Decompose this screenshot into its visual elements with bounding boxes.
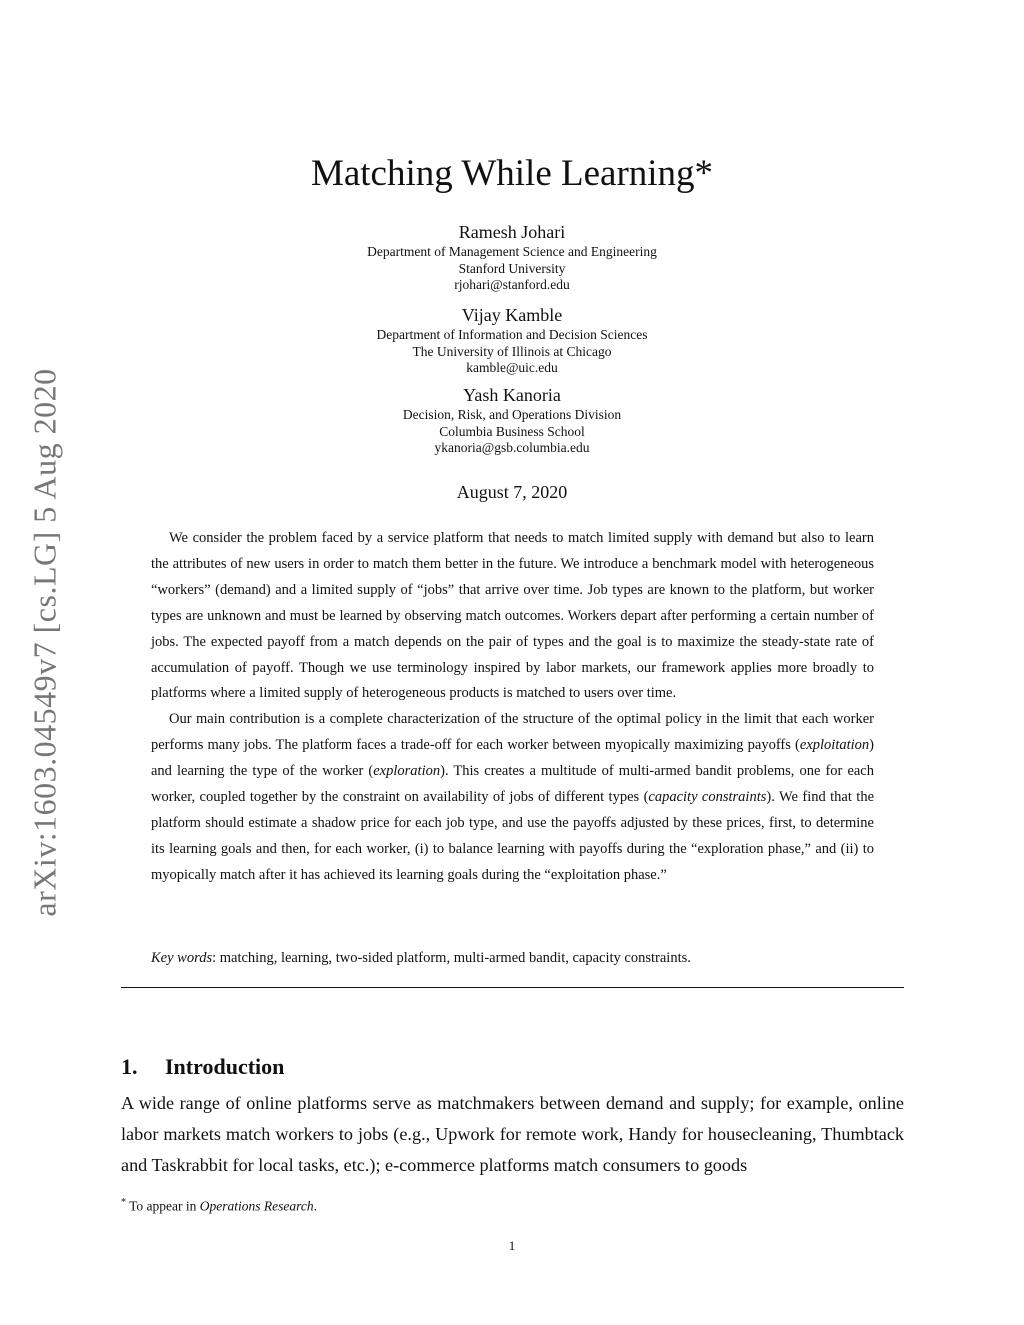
author-organization: Columbia Business School bbox=[439, 423, 585, 439]
abstract-paragraph: We consider the problem faced by a service platform that needs to match limited supply with demand but also to learn the attributes of new users in order to match them better in the future. We introduce a benchmark model with heterogeneous “workers” (demand) and a limited supply of “jobs” that arrive over time. Job types are known to the platform, but worker types are unknown and must be learned by observing match outcomes. Workers depart after performing a certain number of jobs. The expected payoff from a match depends on the pair of types and the goal is to maximize the steady-state rate of accumulation of payoff. Though we use terminology inspired by labor markets, our framework applies more broadly to platforms where a limited supply of heterogeneous products is matched to users over time. bbox=[151, 530, 874, 702]
abstract bbox=[151, 526, 874, 889]
author-email: rjohari@stanford.edu bbox=[454, 277, 570, 292]
author-name: Vijay Kamble bbox=[461, 305, 563, 325]
author-email: ykanoria@gsb.columbia.edu bbox=[434, 440, 590, 455]
keywords-label: Key words bbox=[151, 950, 213, 966]
footnote-mark: * bbox=[121, 1197, 126, 1208]
publication-date: August 7, 2020 bbox=[456, 482, 568, 502]
emphasis: exploration bbox=[373, 763, 441, 780]
author-department: Department of Information and Decision Sciences bbox=[376, 327, 648, 342]
author-name: Yash Kanoria bbox=[463, 385, 561, 405]
author-block bbox=[0, 220, 1024, 294]
emphasis: capacity constraints bbox=[648, 789, 767, 806]
arxiv-stamp-text: arXiv:1603.04549v7 [cs.LG] 5 Aug 2020 bbox=[26, 367, 63, 917]
intro-paragraph: A wide range of online platforms serve as matchmakers between demand and supply; for example, online labor markets match workers to jobs (e.g., Upwork for remote work, Handy for housecleaning, Thumbtack and Taskrabbit for local tasks, etc.); e-commerce platforms match consumers to goods bbox=[121, 1093, 904, 1175]
author-email: kamble@uic.edu bbox=[466, 360, 558, 375]
author-department: Department of Management Science and Engineering bbox=[367, 244, 657, 259]
keywords-separator: : bbox=[212, 950, 220, 966]
footnote: * To appear in Operations Research. bbox=[121, 1197, 318, 1214]
author-block bbox=[0, 383, 1024, 457]
author-block bbox=[0, 303, 1024, 377]
footnote-venue: Operations Research bbox=[199, 1198, 314, 1214]
keywords-text: matching, learning, two-sided platform, multi-armed bandit, capacity constraints. bbox=[219, 950, 691, 966]
author-department: Decision, Risk, and Operations Division bbox=[402, 407, 622, 422]
keywords bbox=[151, 950, 874, 967]
section-number: 1. bbox=[121, 1054, 138, 1079]
paper-title: Matching While Learning* bbox=[310, 153, 714, 194]
author-name: Ramesh Johari bbox=[458, 222, 566, 242]
divider bbox=[121, 987, 904, 988]
section-title: Introduction bbox=[165, 1054, 285, 1079]
abstract-paragraph: Our main contribution is a complete characterization of the structure of the optimal policy in the limit that each worker performs many jobs. The platform faces a trade-off for each worker between myopically maximizing payoffs (exploitation) and learning the type of the worker (exploration). This creates a multitude of multi-armed bandit problems, one for each worker, coupled together by the constraint on availability of jobs of different types (capacity constraints). We find that the platform should estimate a shadow price for each job type, and use the payoffs adjusted by these prices, first, to determine its learning goals and then, for each worker, (i) to balance learning with payoffs during the “exploration phase,” and (ii) to myopically match after it has achieved its learning goals during the “exploitation phase.” bbox=[151, 711, 874, 883]
emphasis: exploitation bbox=[799, 737, 870, 754]
section-heading bbox=[121, 1054, 284, 1080]
page-number: 1 bbox=[508, 1238, 516, 1253]
author-organization: Stanford University bbox=[458, 260, 566, 276]
author-organization: The University of Illinois at Chicago bbox=[412, 343, 612, 359]
